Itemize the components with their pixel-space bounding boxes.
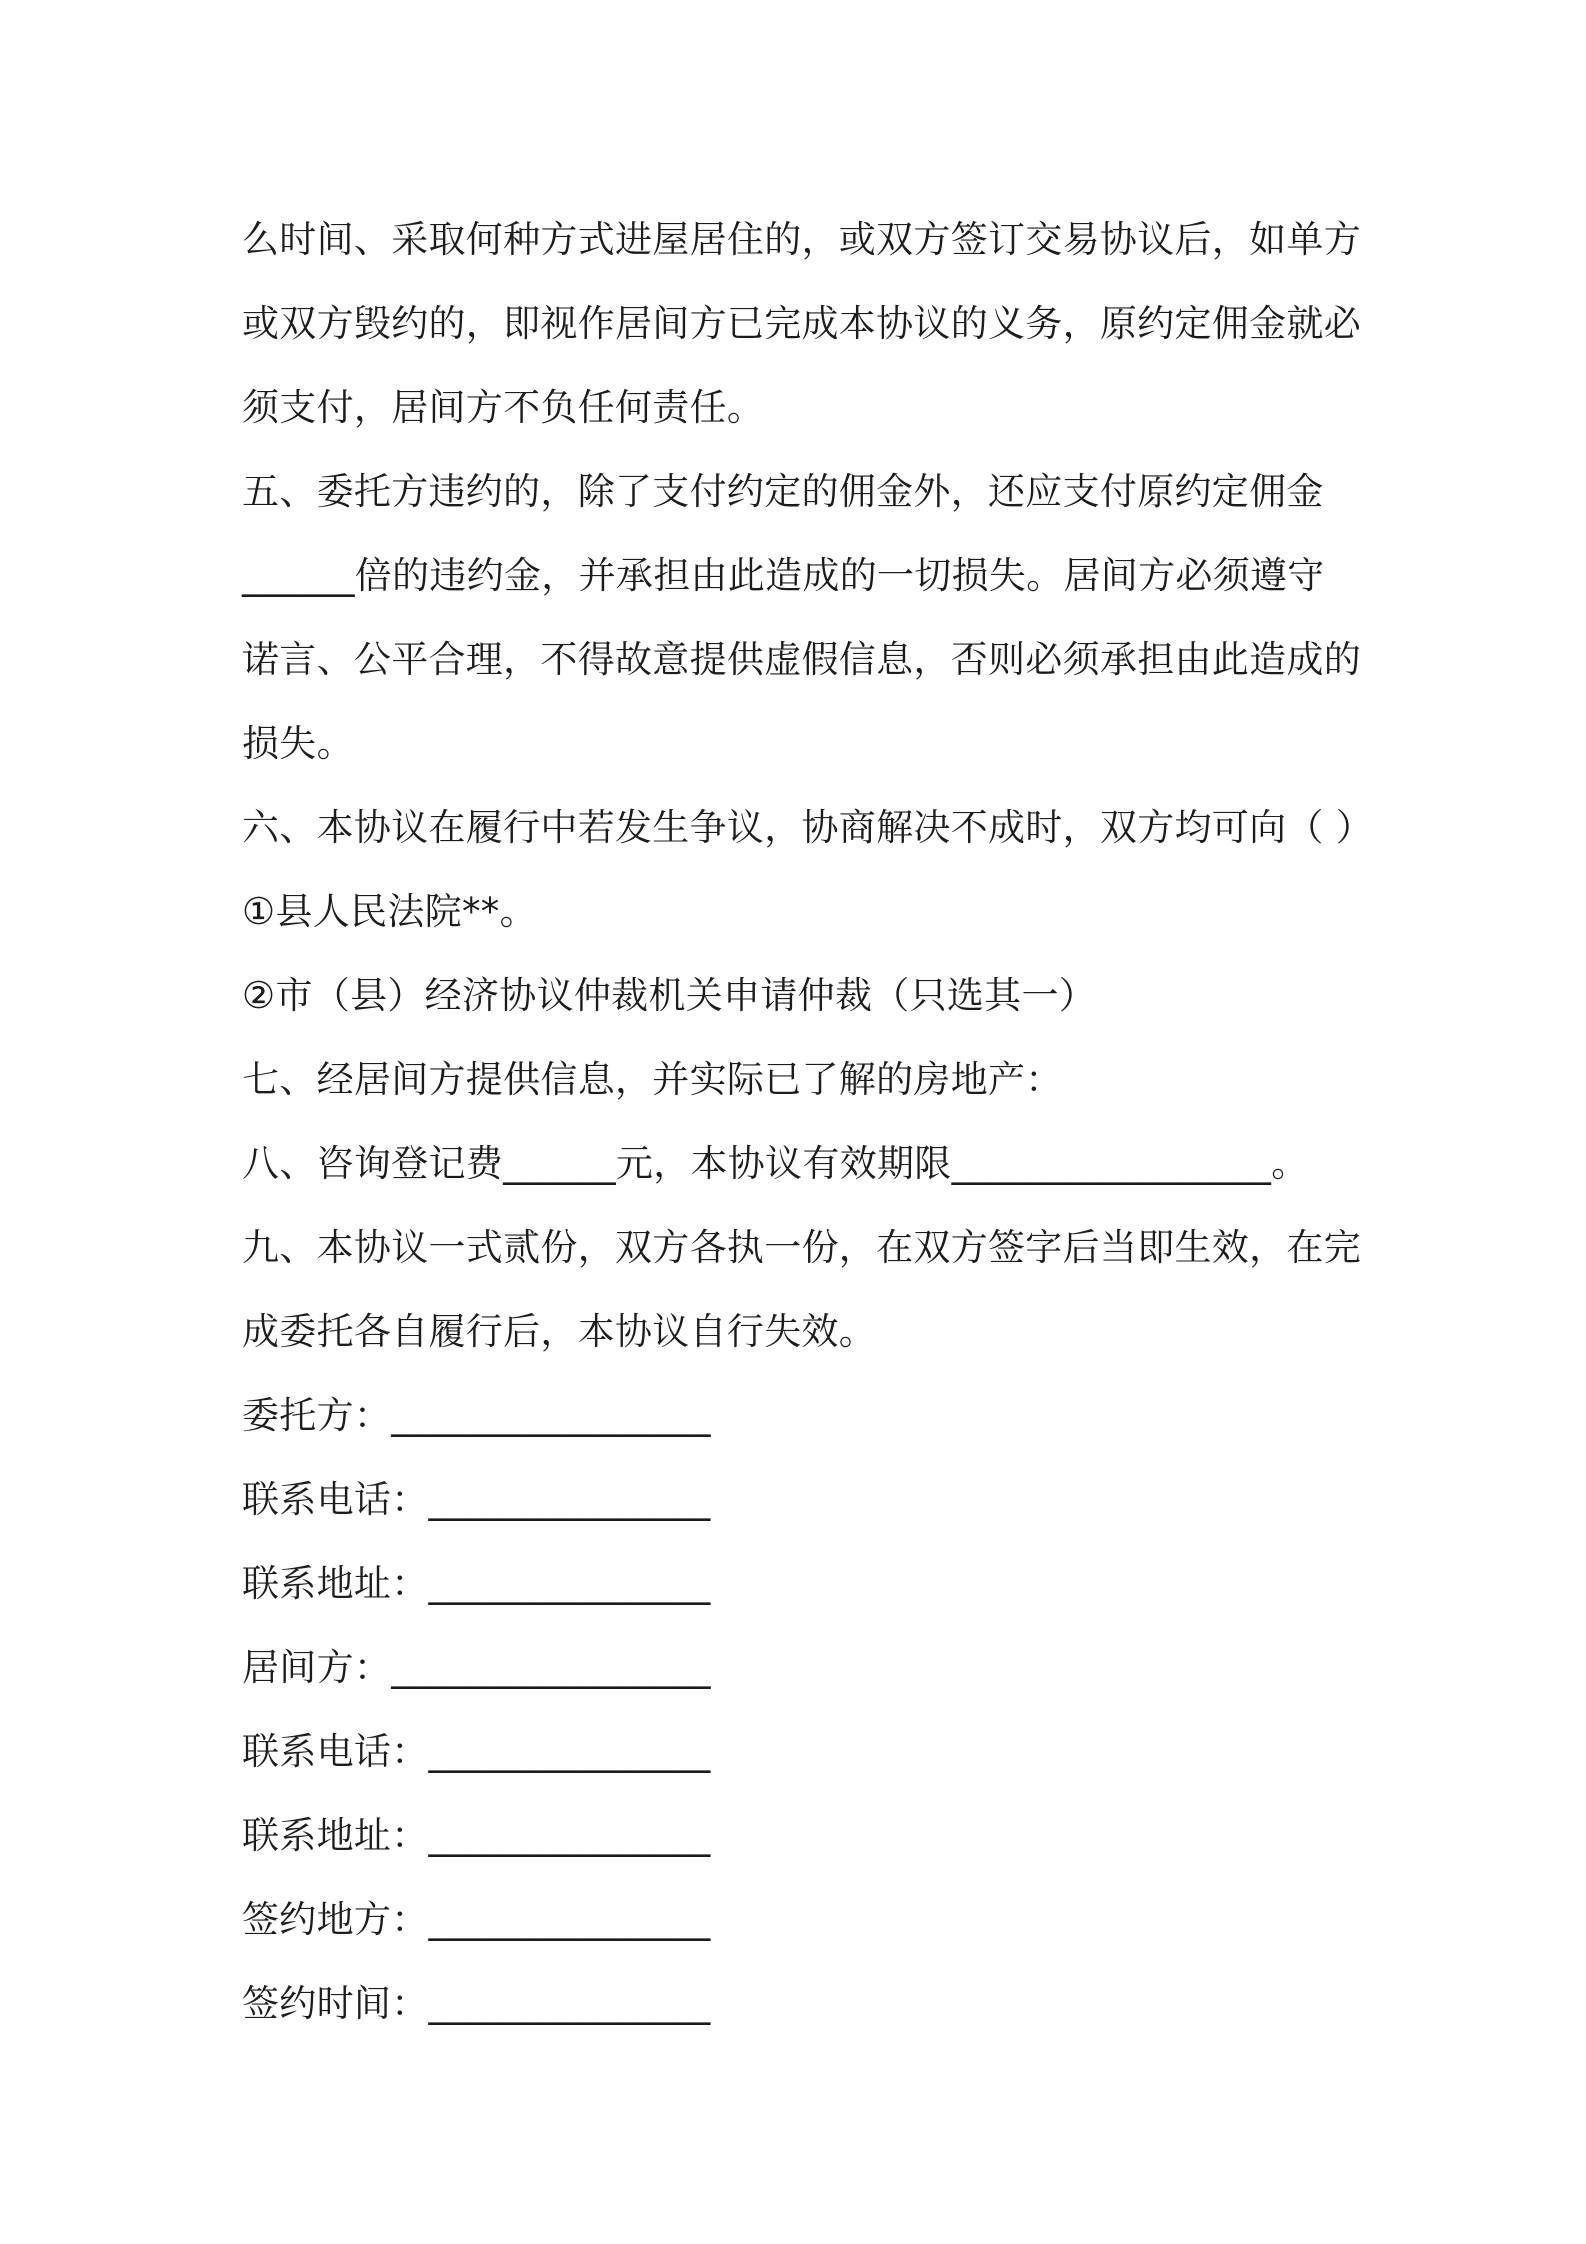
signing-time-field: 签约时间：_______________ (242, 1982, 711, 2025)
option-1: ①县人民法院**。 (242, 890, 537, 933)
text-line: ______倍的违约金，并承担由此造成的一切损失。居间方必须遵守 (242, 554, 1325, 597)
option-2: ②市（县）经济协议仲裁机关申请仲裁（只选其一） (242, 974, 1097, 1017)
text-line: 损失。 (242, 722, 354, 765)
intermediary-phone-field: 联系电话：_______________ (242, 1730, 711, 1773)
text-line: 么时间、采取何种方式进屋居住的，或双方签订交易协议后，如单方 (242, 218, 1361, 261)
text-line: 须支付，居间方不负任何责任。 (242, 386, 765, 429)
clause-9: 九、本协议一式贰份，双方各执一份，在双方签字后当即生效，在完 (242, 1226, 1361, 1269)
signing-place-field: 签约地方：_______________ (242, 1898, 711, 1941)
clause-8: 八、咨询登记费______元，本协议有效期限_________________。 (242, 1142, 1309, 1185)
intermediary-address-field: 联系地址：_______________ (242, 1814, 711, 1857)
clause-7: 七、经居间方提供信息，并实际已了解的房地产： (242, 1058, 1063, 1101)
intermediary-field: 居间方：_________________ (242, 1646, 711, 1689)
text-line: 或双方毁约的，即视作居间方已完成本协议的义务，原约定佣金就必 (242, 302, 1361, 345)
text-line: 成委托各自履行后，本协议自行失效。 (242, 1310, 877, 1353)
text-line: 诺言、公平合理，不得故意提供虚假信息，否则必须承担由此造成的 (242, 638, 1361, 681)
document-body (242, 198, 1372, 2046)
principal-field: 委托方：_________________ (242, 1394, 711, 1437)
principal-address-field: 联系地址：_______________ (242, 1562, 711, 1605)
clause-5: 五、委托方违约的，除了支付约定的佣金外，还应支付原约定佣金 (242, 470, 1324, 513)
principal-phone-field: 联系电话：_______________ (242, 1478, 711, 1521)
clause-6: 六、本协议在履行中若发生争议，协商解决不成时，双方均可向（ ） (242, 806, 1374, 849)
